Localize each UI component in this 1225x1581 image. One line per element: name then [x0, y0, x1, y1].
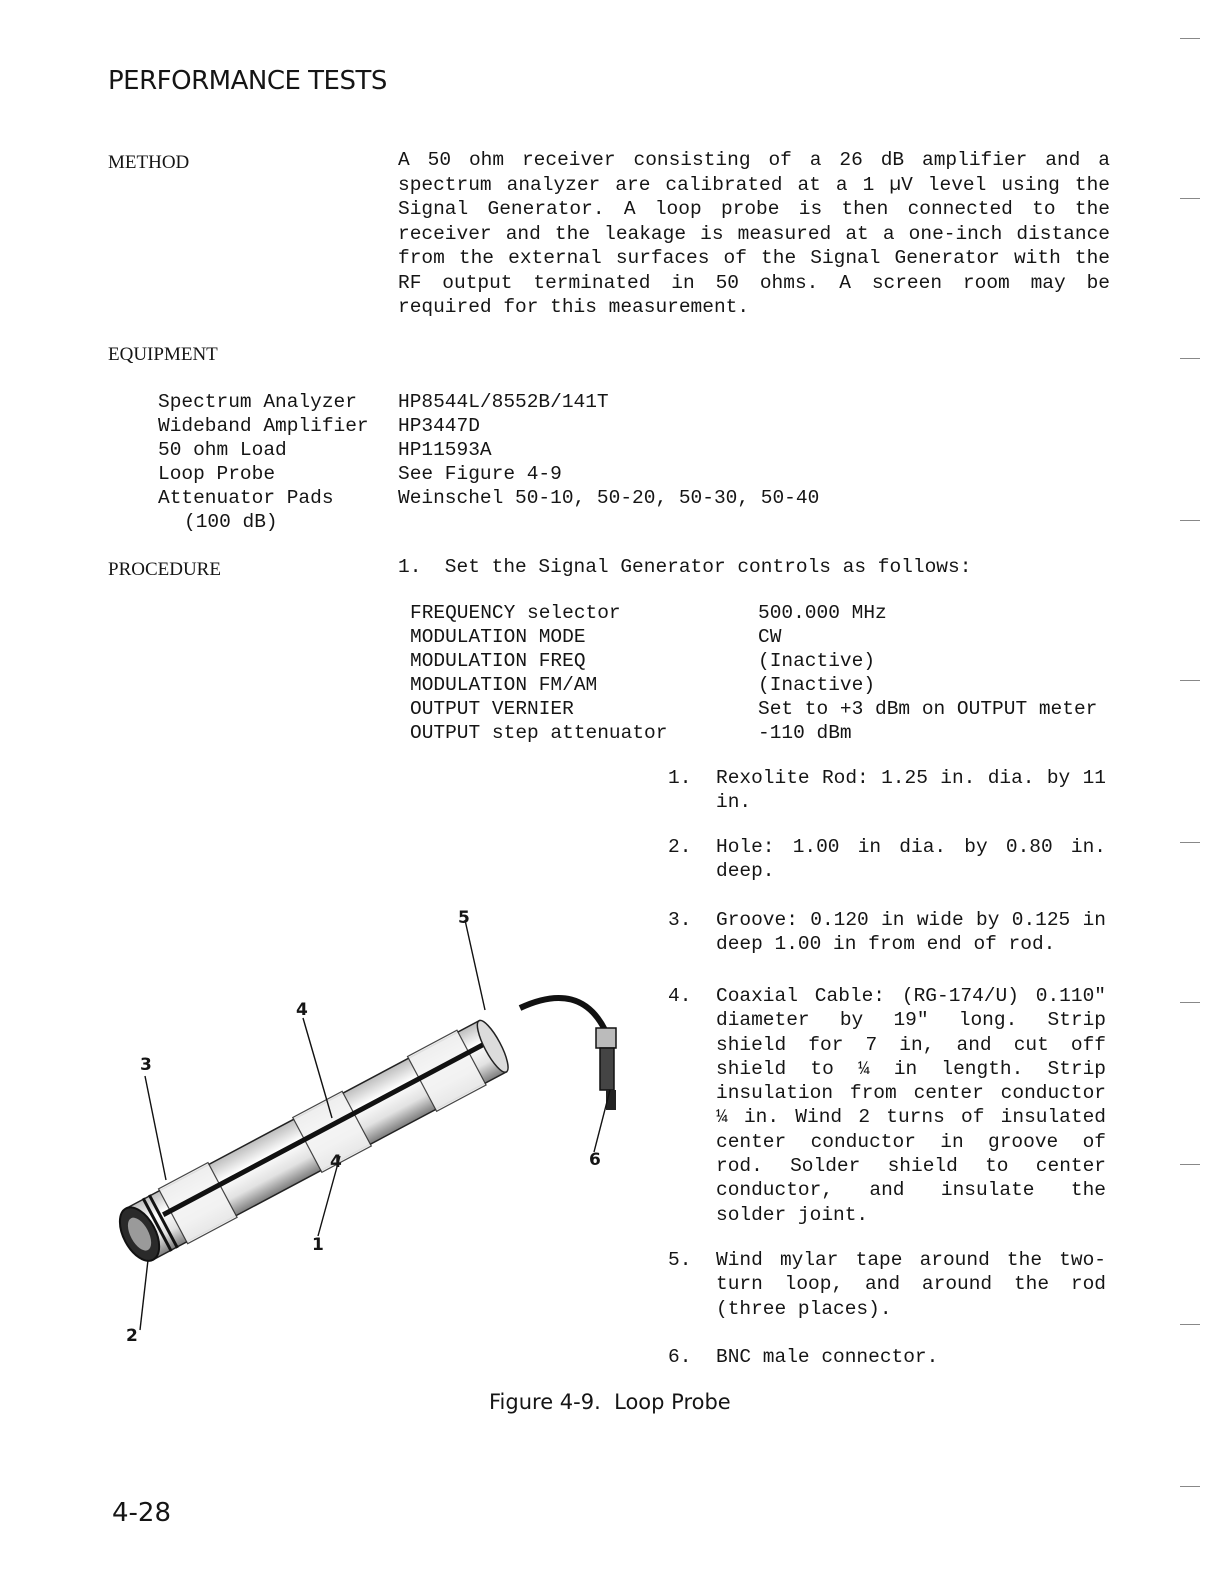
control-name: MODULATION FREQ — [410, 650, 586, 672]
procedure-label: PROCEDURE — [108, 559, 221, 580]
margin-mark — [1180, 680, 1200, 681]
page-title: PERFORMANCE TESTS — [108, 66, 387, 96]
control-row — [410, 650, 1130, 674]
control-name: OUTPUT step attenuator — [410, 722, 668, 744]
callout-4: 4 — [296, 1000, 308, 1020]
control-value: (Inactive) — [758, 674, 876, 696]
method-label: METHOD — [108, 152, 190, 173]
equipment-label: EQUIPMENT — [108, 344, 218, 365]
note-number: 6. — [668, 1346, 692, 1368]
equipment-model: See Figure 4-9 — [398, 463, 562, 485]
note-text: Groove: 0.120 in wide by 0.125 in deep 1.00 in from end of rod. — [716, 909, 1106, 956]
method-paragraph: A 50 ohm receiver consisting of a 26 dB amplifier and a spectrum analyzer are calibrated at a 1 µV level using the Signal Generator. A loop probe is then connected to the receiver and the leakage is measured at a one-inch distance from the external surfaces of the Signal Generator with the RF output terminated in 50 ohms. A screen room may be required for this measurement. — [398, 149, 1110, 318]
note-number: 2. — [668, 836, 692, 858]
margin-mark — [1180, 1164, 1200, 1165]
control-value: Set to +3 dBm on OUTPUT meter — [758, 698, 1098, 720]
note-text: Wind mylar tape around the two-turn loop, and around the rod (three places). — [716, 1249, 1106, 1320]
note-text: Coaxial Cable: (RG-174/U) 0.110" diameter by 19" long. Strip shield for 7 in, and cut off shield to ¼ in length. Strip insulation from center conductor ¼ in. Wind 2 turns of insulated center conductor in groove of rod. Solder shield to center conductor, and insulate the solder joint. — [716, 985, 1106, 1226]
callout-6: 6 — [589, 1150, 601, 1170]
callout-4-lower: 4 — [330, 1152, 342, 1172]
coaxial-cable — [520, 998, 605, 1030]
margin-mark — [1180, 198, 1200, 199]
control-row — [410, 722, 1130, 746]
callout-3: 3 — [140, 1055, 152, 1075]
control-name: FREQUENCY selector — [410, 602, 621, 624]
equipment-model: HP8544L/8552B/141T — [398, 391, 609, 413]
control-name: MODULATION MODE — [410, 626, 586, 648]
note-number: 3. — [668, 909, 692, 931]
control-value: (Inactive) — [758, 650, 876, 672]
control-row — [410, 602, 1130, 626]
margin-mark — [1180, 1324, 1200, 1325]
callout-5: 5 — [458, 908, 470, 928]
equipment-model: HP11593A — [398, 439, 492, 461]
note-number: 1. — [668, 767, 692, 789]
callout-2: 2 — [126, 1326, 138, 1346]
margin-mark — [1180, 842, 1200, 843]
note-text: BNC male connector. — [716, 1346, 939, 1368]
equipment-name: (100 dB) — [184, 511, 278, 533]
control-value: 500.000 MHz — [758, 602, 887, 624]
equipment-name: 50 ohm Load — [158, 439, 287, 461]
note-number: 4. — [668, 985, 692, 1007]
control-row — [410, 698, 1130, 722]
bnc-connector — [596, 1028, 616, 1110]
control-value: -110 dBm — [758, 722, 852, 744]
equipment-model: HP3447D — [398, 415, 480, 437]
note-text: Hole: 1.00 in dia. by 0.80 in. deep. — [716, 836, 1106, 883]
loop-probe-figure — [100, 900, 660, 1360]
control-row — [410, 674, 1130, 698]
equipment-name: Attenuator Pads — [158, 487, 334, 509]
procedure-step: 1. Set the Signal Generator controls as follows: — [398, 556, 972, 578]
equipment-name: Loop Probe — [158, 463, 276, 485]
margin-mark — [1180, 358, 1200, 359]
margin-mark — [1180, 1486, 1200, 1487]
margin-mark — [1180, 520, 1200, 521]
control-name: OUTPUT VERNIER — [410, 698, 574, 720]
figure-caption: Figure 4-9. Loop Probe — [489, 1390, 731, 1414]
equipment-name: Wideband Amplifier — [158, 415, 369, 437]
control-row — [410, 626, 1130, 650]
callout-1: 1 — [312, 1235, 324, 1255]
equipment-model: Weinschel 50-10, 50-20, 50-30, 50-40 — [398, 487, 820, 509]
page-number: 4-28 — [112, 1498, 172, 1528]
margin-mark — [1180, 1002, 1200, 1003]
equipment-name: Spectrum Analyzer — [158, 391, 357, 413]
control-value: CW — [758, 626, 782, 648]
control-name: MODULATION FM/AM — [410, 674, 598, 696]
margin-mark — [1180, 38, 1200, 39]
note-text: Rexolite Rod: 1.25 in. dia. by 11 in. — [716, 767, 1106, 814]
note-number: 5. — [668, 1249, 692, 1271]
controls-table — [410, 602, 1130, 752]
